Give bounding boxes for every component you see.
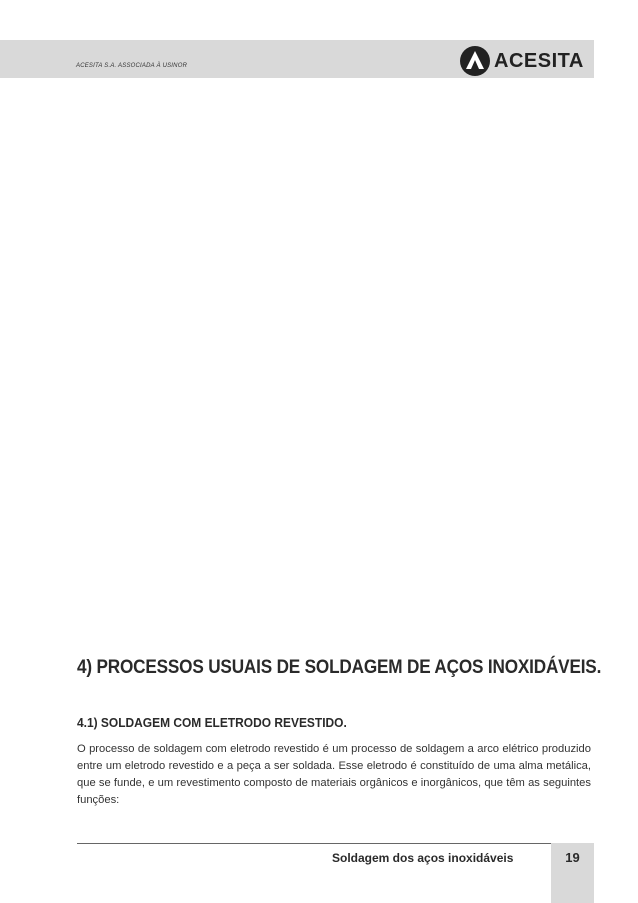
page-number-box (551, 843, 594, 903)
logo-text: ACESITA (494, 49, 584, 72)
section-title: 4) PROCESSOS USUAIS DE SOLDAGEM DE AÇOS INOXIDÁVEIS. (77, 656, 602, 678)
footer-divider (77, 843, 551, 844)
company-logo (460, 44, 584, 78)
body-paragraph: O processo de soldagem com eletrodo revestido é um processo de soldagem a arco elétrico produzido entre um eletrodo revestido e a peça a ser soldada. Esse eletrodo é constituído de uma alma metálica, que se funde, e um revestimento composto de materiais orgânicos e inorgânicos, que têm as seguintes funções: (77, 743, 591, 806)
page-number: 19 (565, 850, 580, 865)
acesita-logo-icon (460, 46, 490, 76)
subsection-title: 4.1) SOLDAGEM COM ELETRODO REVESTIDO. (77, 715, 347, 730)
footer-title: Soldagem dos aços inoxidáveis (332, 851, 514, 865)
company-line: ACESITA S.A. ASSOCIADA À USINOR (76, 63, 188, 69)
